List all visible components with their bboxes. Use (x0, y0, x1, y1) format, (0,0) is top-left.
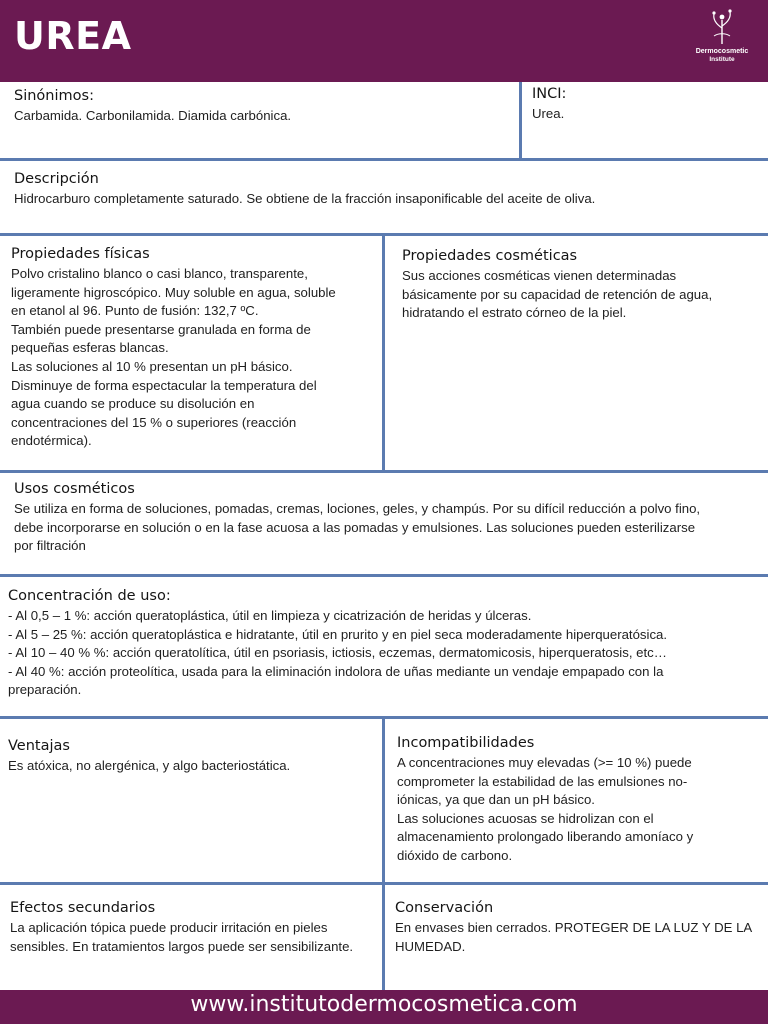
divider (0, 158, 768, 161)
sinonimos-section (14, 88, 514, 126)
usos-heading: Usos cosméticos (14, 481, 135, 497)
divider (382, 885, 385, 990)
header-banner (0, 0, 768, 82)
propiedades-fisicas-text: Polvo cristalino blanco o casi blanco, transparente, ligeramente higroscópico. Muy soluble en agua, soluble en etanol al 96. Punto de fusión: 132,7 ºC. También puede presentarse granulada en forma de pequeñas esferas blancas. Las soluciones al 10 % presentan un pH básico. Disminuye de forma espectacular la temperatura del agua cuando se produce su disolución en concentraciones del 15 % o superiores (reacción endotérmica). (11, 266, 336, 449)
efectos-section (10, 900, 380, 956)
efectos-heading: Efectos secundarios (10, 900, 156, 916)
divider (0, 574, 768, 577)
institute-logo (686, 6, 758, 72)
efectos-text: La aplicación tópica puede producir irritación en pieles sensibles. En tratamientos largos puede ser sensibilizante. (10, 920, 354, 954)
inci-heading: INCI: (532, 86, 567, 102)
divider (382, 718, 385, 884)
inci-text: Urea. (532, 106, 565, 121)
concentracion-text: - Al 0,5 – 1 %: acción queratoplástica, útil en limpieza y cicatrización de heridas y úlceras. - Al 5 – 25 %: acción queratoplástica e hidratante, útil en prurito y en piel seca moderadamente hiperqueratósica. - Al 10 – 40 % %: acción queratolítica, útil en psoriasis, ictiosis, eczemas, dermatomicosis, hiperqueratosis, etc… - Al 40 %: acción proteolítica, usada para la eliminación indolora de uñas mediante un vendaje empapado con la preparación. (8, 608, 668, 698)
concentracion-heading: Concentración de uso: (8, 588, 171, 604)
conservacion-section (395, 900, 763, 956)
logo-text-line2: Institute (709, 56, 735, 63)
concentracion-section (8, 588, 764, 700)
sinonimos-heading: Sinónimos: (14, 88, 94, 104)
ventajas-section (8, 738, 376, 776)
divider (519, 82, 522, 159)
page-title: UREA (14, 14, 132, 58)
logo-text-line1: Dermocosmetic (695, 48, 749, 55)
divider (0, 470, 768, 473)
conservacion-heading: Conservación (395, 900, 494, 916)
descripcion-heading: Descripción (14, 171, 99, 187)
incompatibilidades-text: A concentraciones muy elevadas (>= 10 %) puede comprometer la estabilidad de las emulsiones no- iónicas, ya que dan un pH básico. Las soluciones acuosas se hidrolizan con el almacenamiento prolongado liberando amoníaco y dióxido de carbono. (397, 755, 694, 863)
ventajas-heading: Ventajas (8, 738, 70, 754)
ventajas-text: Es atóxica, no alergénica, y algo bacteriostática. (8, 758, 291, 773)
propiedades-cosmeticas-section (402, 248, 762, 323)
website-link[interactable]: www.institutodermocosmetica.com (190, 992, 578, 1017)
propiedades-cosmeticas-heading: Propiedades cosméticas (402, 248, 578, 264)
inci-section (532, 86, 757, 124)
descripcion-text: Hidrocarburo completamente saturado. Se obtiene de la fracción insaponificable del aceite de oliva. (14, 191, 596, 206)
usos-section (14, 481, 764, 556)
footer-banner (0, 990, 768, 1024)
propiedades-fisicas-section (11, 246, 379, 451)
sinonimos-text: Carbamida. Carbonilamida. Diamida carbónica. (14, 108, 292, 123)
plant-logo-icon (705, 6, 739, 46)
incompatibilidades-section (397, 735, 762, 866)
incompatibilidades-heading: Incompatibilidades (397, 735, 535, 751)
conservacion-text: En envases bien cerrados. PROTEGER DE LA LUZ Y DE LA HUMEDAD. (395, 920, 753, 954)
descripcion-section (14, 171, 754, 209)
divider (382, 236, 385, 470)
propiedades-fisicas-heading: Propiedades físicas (11, 246, 150, 262)
usos-text: Se utiliza en forma de soluciones, pomadas, cremas, lociones, geles, y champús. Por su difícil reducción a polvo fino, debe incorporarse en solución o en la fase acuosa a las pomadas y emulsiones. Las soluciones pueden esterilizarse por filtración (14, 501, 701, 554)
propiedades-cosmeticas-text: Sus acciones cosméticas vienen determinadas básicamente por su capacidad de retención de agua, hidratando el estrato córneo de la piel. (402, 268, 713, 321)
